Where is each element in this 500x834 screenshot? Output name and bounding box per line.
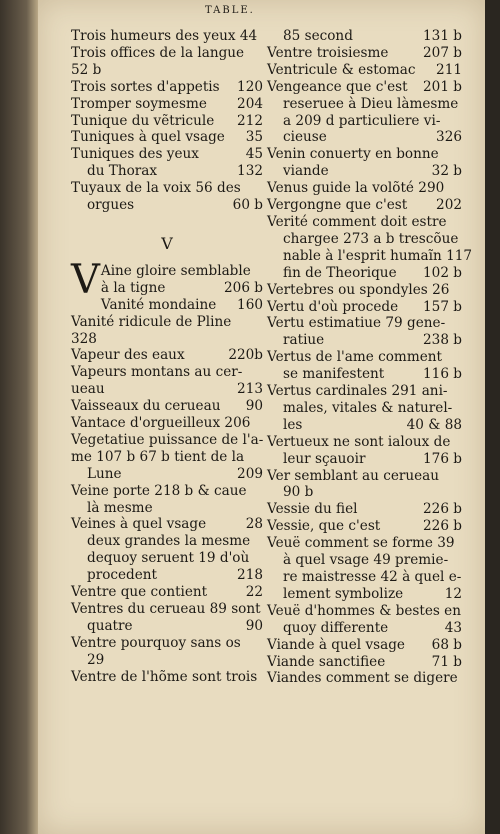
entry-text: reseruee à Dieu làmesme — [283, 95, 459, 112]
entry-line — [71, 466, 263, 483]
entry-line — [267, 518, 462, 535]
entry-line — [71, 113, 263, 130]
entry-text: Viande à quel vsage — [267, 636, 405, 653]
entry-text: re maistresse 42 à quel e- — [283, 569, 462, 585]
entry-line — [71, 331, 263, 348]
index-entry — [267, 28, 462, 45]
entry-line — [71, 652, 263, 669]
entry-line — [267, 163, 462, 180]
entry-text: les — [283, 416, 303, 433]
entry-line — [267, 586, 462, 603]
entry-text: à quel vsage 49 premie- — [283, 552, 449, 569]
entry-line — [267, 282, 462, 299]
entry-line — [71, 567, 263, 584]
index-entry — [267, 501, 462, 518]
entry-line — [267, 434, 462, 451]
entry-line — [71, 601, 263, 618]
entry-text: Tunique du vẽtricule — [71, 112, 215, 129]
page-reference: 32 b — [431, 163, 462, 180]
page-reference: 211 — [436, 61, 462, 78]
index-entry — [71, 96, 263, 113]
entry-text: Veuë d'hommes & bestes en — [267, 602, 461, 619]
entry-text: Ventre que contient — [71, 584, 208, 601]
index-entry — [267, 654, 462, 671]
page-reference: 226 b — [423, 501, 462, 518]
entry-line — [267, 451, 462, 468]
page-reference: 71 b — [431, 653, 462, 670]
entry-text: dequoy seruent 19 d'où — [87, 550, 250, 567]
entry-text: Trois offices de la langue — [71, 44, 245, 61]
entry-line — [267, 569, 462, 586]
entry-text: Vertebres ou spondyles 26 — [267, 281, 450, 298]
index-entry — [71, 45, 263, 79]
entry-line — [267, 146, 462, 163]
page-reference: 22 — [245, 584, 263, 601]
entry-text: a 209 d particuliere vi- — [283, 112, 441, 129]
entry-line — [267, 299, 462, 316]
entry-line — [71, 483, 263, 500]
entry-line — [71, 381, 263, 398]
index-entry — [71, 314, 263, 348]
entry-line — [71, 28, 263, 45]
running-head: TABLE. — [205, 5, 255, 16]
entry-line — [267, 400, 462, 417]
left-column — [71, 28, 263, 686]
entry-line — [267, 180, 462, 197]
entry-line — [267, 113, 462, 130]
page-reference: 157 b — [423, 298, 462, 315]
entry-line — [71, 398, 263, 415]
index-entry — [71, 146, 263, 180]
page-reference: 220b — [228, 347, 263, 364]
entry-line — [267, 332, 462, 349]
page-reference: 202 — [436, 197, 462, 214]
page-reference: 209 — [237, 465, 263, 482]
entry-line — [71, 347, 263, 364]
page-reference: 212 — [237, 112, 263, 129]
index-entry — [71, 669, 263, 686]
page-reference: 102 b — [423, 264, 462, 281]
index-entry — [71, 180, 263, 214]
index-entry — [267, 282, 462, 299]
index-entries-t — [71, 28, 263, 214]
entry-line — [267, 468, 462, 485]
index-entries-v-continued — [267, 28, 473, 687]
index-entry — [267, 62, 462, 79]
page-reference: 45 — [245, 146, 263, 163]
index-entry — [267, 535, 462, 603]
index-entry — [267, 197, 462, 214]
entry-line — [267, 670, 462, 687]
entry-line — [267, 552, 462, 569]
index-entry — [71, 347, 263, 364]
entry-text: Ventre de l'hõme sont trois — [71, 668, 258, 685]
entry-line — [71, 415, 263, 432]
entry-text: Veine porte 218 b & caue — [71, 482, 247, 499]
entry-text: Lune — [87, 465, 122, 482]
entry-text: Verité comment doit estre — [267, 213, 447, 230]
entry-line — [267, 28, 462, 45]
entry-text: Vapeur des eaux — [71, 347, 185, 364]
drop-cap: V — [71, 256, 100, 303]
index-entry — [267, 670, 462, 687]
page-reference: 116 b — [423, 366, 462, 383]
entry-line — [71, 79, 263, 96]
index-entry — [71, 415, 263, 432]
index-entry — [267, 383, 462, 434]
entry-text: Vertus cardinales 291 ani- — [267, 383, 448, 400]
entry-line — [71, 297, 263, 314]
page-gutter — [0, 0, 38, 834]
section-letter: V — [161, 233, 173, 253]
entry-line — [71, 364, 263, 381]
entry-text: Viande sanctifiee — [267, 653, 386, 670]
entry-line — [71, 669, 263, 686]
entry-line — [71, 449, 263, 466]
entry-line — [71, 584, 263, 601]
entry-text: Vertu estimatiue 79 gene- — [267, 315, 446, 332]
entry-text: 90 b — [283, 484, 314, 501]
entry-line — [71, 432, 263, 449]
index-entry — [71, 516, 263, 584]
entry-text: Vergongne que c'est — [267, 197, 408, 214]
entry-line — [267, 603, 462, 620]
entry-line — [267, 315, 462, 332]
page-reference: 238 b — [423, 332, 462, 349]
entry-line — [267, 96, 462, 113]
index-entries-v — [71, 256, 264, 686]
entry-text: Trois sortes d'appetis — [71, 78, 220, 95]
index-entry — [267, 146, 462, 180]
entry-line — [267, 214, 462, 231]
index-entry — [71, 297, 263, 314]
entry-text: Tuniques à quel vsage — [71, 129, 225, 146]
entry-line — [71, 550, 263, 567]
entry-line — [71, 129, 263, 146]
entry-line — [267, 383, 462, 400]
entry-text: viande — [283, 163, 329, 180]
entry-line — [267, 637, 462, 654]
index-entry — [267, 637, 462, 654]
entry-text: là mesme — [87, 499, 153, 516]
entry-text: Ventre pourquoy sans os — [71, 634, 241, 651]
index-entry — [71, 483, 263, 517]
page-reference: 176 b — [423, 450, 462, 467]
page-reference: 60 b — [232, 197, 263, 214]
entry-text: Vessie du fiel — [267, 501, 358, 518]
entry-line — [71, 618, 263, 635]
index-entry — [71, 129, 263, 146]
page-reference: 43 — [444, 619, 462, 636]
entry-text: Vessie, que c'est — [267, 518, 381, 535]
entry-line — [267, 654, 462, 671]
entry-line — [71, 180, 263, 197]
page-reference: 131 b — [423, 28, 462, 44]
entry-text: Ver semblant au cerueau — [267, 467, 440, 484]
entry-line — [71, 500, 263, 517]
index-entry — [267, 213, 473, 282]
page-reference: 68 b — [431, 636, 462, 653]
page-reference: 12 — [444, 585, 462, 602]
index-entry — [71, 584, 263, 601]
entry-text: orgues — [87, 197, 135, 214]
entry-text: fin de Theorique — [283, 264, 397, 281]
entry-text: Vanité ridicule de Pline — [71, 313, 232, 330]
page-reference: 28 — [245, 516, 263, 533]
entry-line — [267, 535, 462, 552]
entry-text: nable à l'esprit humaĩn 117 — [283, 247, 473, 264]
index-entry — [71, 601, 263, 635]
entry-text: se manifestent — [283, 366, 385, 383]
entry-text: du Thorax — [87, 163, 158, 180]
entry-text: Aine gloire semblable — [100, 262, 251, 279]
entry-text: 85 second — [283, 28, 353, 44]
entry-text: Vanité mondaine — [100, 296, 217, 313]
index-entry — [267, 603, 462, 637]
entry-text: Vertus de l'ame comment — [267, 349, 442, 366]
page-reference: 160 — [237, 296, 263, 313]
entry-text: procedent — [87, 567, 158, 584]
entry-line — [71, 280, 263, 297]
entry-text: 29 — [87, 651, 105, 668]
index-entry — [71, 635, 263, 669]
entry-text: Vegetatiue puissance de l'a- — [71, 431, 264, 448]
entry-line — [267, 231, 462, 248]
entry-text: leur sçauoir — [283, 450, 366, 467]
entry-text: 328 — [71, 330, 97, 347]
entry-text: ratiue — [283, 332, 325, 349]
page-reference: 326 — [436, 129, 462, 146]
entry-line — [267, 129, 462, 146]
page-reference: 132 — [237, 163, 263, 180]
entry-text: Venus guide la volõté 290 — [267, 180, 445, 197]
entry-line — [71, 62, 263, 79]
entry-line — [71, 314, 263, 331]
entry-text: Veines à quel vsage — [71, 516, 207, 533]
entry-line — [71, 533, 263, 550]
page-reference: 204 — [237, 95, 263, 112]
right-column — [267, 28, 473, 687]
page-reference: 218 — [237, 567, 263, 584]
entry-text: Tromper soymesme — [71, 95, 207, 112]
index-entry — [71, 398, 263, 415]
entry-text: Vertu d'où procede — [267, 298, 399, 315]
index-entry — [267, 299, 462, 316]
index-entry — [267, 468, 462, 502]
index-entry — [267, 79, 462, 147]
entry-line — [267, 366, 462, 383]
entry-text: me 107 b 67 b tient de la — [71, 448, 245, 465]
entry-line — [267, 417, 462, 434]
page-reference: 213 — [237, 381, 263, 398]
page-reference: 201 b — [423, 78, 462, 95]
index-entry — [267, 349, 462, 383]
entry-text: Vertueux ne sont ialoux de — [267, 433, 451, 450]
entry-text: lement symbolize — [283, 585, 404, 602]
entry-line — [267, 484, 462, 501]
entry-line — [267, 79, 462, 96]
entry-line — [71, 516, 263, 533]
entry-line — [267, 349, 462, 366]
entry-line — [71, 263, 263, 280]
entry-line — [267, 620, 462, 637]
entry-line — [267, 501, 462, 518]
index-entry — [267, 45, 462, 62]
index-entry — [71, 79, 263, 96]
index-entry — [267, 180, 462, 197]
entry-line — [267, 62, 462, 79]
entry-line — [71, 197, 263, 214]
page-reference: 90 — [245, 398, 263, 415]
entry-text: Vantace d'orgueilleux 206 — [71, 415, 251, 432]
entry-text: Trois humeurs des yeux 44 — [71, 28, 258, 44]
index-entry — [267, 434, 462, 468]
entry-text: Ventricule & estomac — [267, 61, 416, 78]
page-reference: 120 — [237, 78, 263, 95]
page-reference: 90 — [245, 617, 263, 634]
page-reference: 40 & 88 — [406, 416, 462, 433]
entry-line — [71, 96, 263, 113]
entry-text: à la tigne — [100, 279, 166, 296]
entry-text: Vapeurs montans au cer- — [71, 364, 243, 381]
entry-text: deux grandes la mesme — [87, 533, 251, 550]
entry-text: ueau — [71, 381, 105, 398]
entry-text: Ventre troisiesme — [267, 44, 389, 61]
index-entry — [267, 518, 462, 535]
entry-text: quoy differente — [283, 619, 389, 636]
entry-line — [267, 247, 473, 265]
entry-text: Ventres du cerueau 89 sont — [71, 601, 261, 617]
entry-text: Tuyaux de la voix 56 des — [71, 180, 241, 197]
entry-line — [267, 45, 462, 62]
page-reference: 35 — [245, 129, 263, 146]
entry-line — [71, 635, 263, 652]
entry-text: chargee 273 a b trescõue — [283, 230, 459, 247]
entry-line — [71, 45, 263, 62]
entry-text: Viandes comment se digere — [267, 670, 458, 687]
index-entry — [71, 256, 263, 303]
entry-text: quatre — [87, 617, 133, 634]
index-entry — [267, 315, 462, 349]
entry-line — [71, 146, 263, 163]
entry-text: Venin conuerty en bonne — [267, 146, 439, 163]
page-reference: 206 b — [224, 279, 263, 296]
entry-text: Veuë comment se forme 39 — [267, 535, 455, 552]
entry-text: Vaisseaux du cerueau — [71, 398, 221, 415]
entry-text: cieuse — [283, 129, 327, 146]
entry-text: males, vitales & naturel- — [283, 399, 453, 416]
entry-line — [267, 265, 462, 282]
page-reference: 207 b — [423, 44, 462, 61]
entry-text: Tuniques des yeux — [71, 146, 199, 163]
entry-line — [267, 197, 462, 214]
entry-line — [71, 163, 263, 180]
index-entry — [71, 28, 263, 45]
index-entry — [71, 364, 263, 398]
page-reference: 226 b — [423, 518, 462, 535]
entry-text: Vengeance que c'est — [267, 78, 408, 95]
entry-text: 52 b — [71, 61, 102, 78]
index-entry — [71, 432, 263, 483]
index-entry — [71, 113, 263, 130]
